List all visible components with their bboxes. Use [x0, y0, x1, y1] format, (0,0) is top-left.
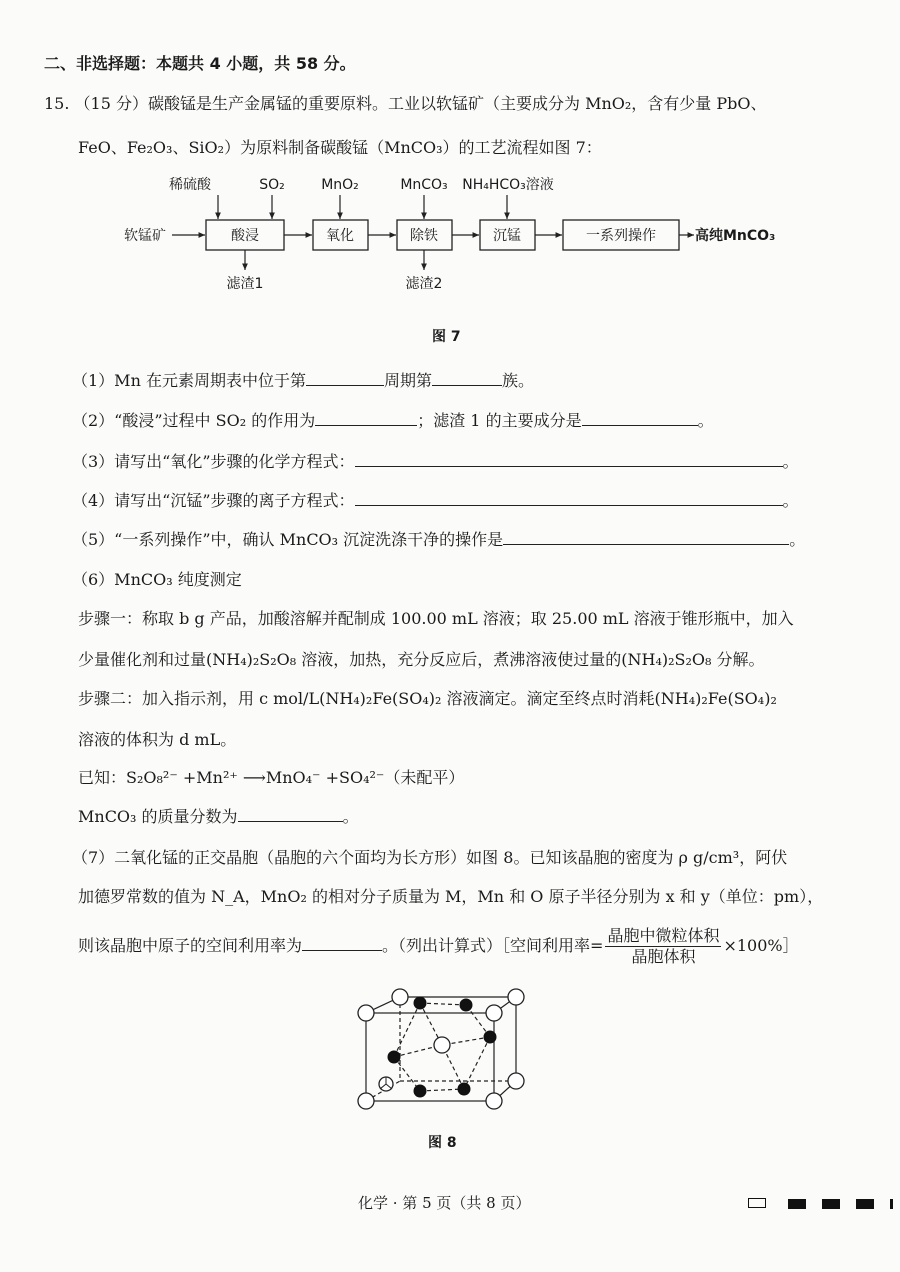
part-5-text: （5）“一系列操作”中，确认 MnCO₃ 沉淀洗涤干净的操作是 — [72, 530, 504, 549]
part-6-step1-line1: 步骤一：称取 b g 产品，加酸溶解并配制成 100.00 mL 溶液；取 25.00 mL 溶液于锥形瓶中，加入 — [78, 609, 794, 628]
part-1 — [72, 370, 534, 392]
answer-blank-precipitation-equation[interactable] — [355, 491, 783, 506]
mn-atom — [486, 1093, 502, 1109]
part-6-known-reaction: 已知：S₂O₈²⁻ +Mn²⁺ ⟶MnO₄⁻ +SO₄²⁻（未配平） — [78, 768, 465, 787]
footer-marker-outline — [748, 1198, 766, 1208]
part-7-text-e: ×100%］ — [723, 936, 799, 955]
input-nh4hco3: NH₄HCO₃溶液 — [462, 177, 554, 193]
o-atom — [458, 1083, 470, 1095]
part-7-text-c: 则该晶胞中原子的空间利用率为 — [78, 936, 303, 955]
answer-blank-oxidation-equation[interactable] — [355, 452, 783, 467]
step-acid-leach: 酸浸 — [231, 228, 259, 244]
o-atom — [388, 1051, 400, 1063]
answer-blank-mass-fraction[interactable] — [238, 807, 343, 822]
crystal-cell-diagram — [350, 985, 540, 1110]
part-1-text-c: 族。 — [501, 371, 534, 390]
part-5 — [72, 529, 805, 551]
o-atom — [414, 1085, 426, 1097]
part-7-line1: （7）二氧化锰的正交晶胞（晶胞的六个面均为长方形）如图 8。已知该晶胞的密度为 ρ g/cm³，阿伏 — [72, 848, 788, 867]
part-7-line3 — [78, 924, 799, 968]
question-15-intro-line2: FeO、Fe₂O₃、SiO₂）为原料制备碳酸锰（MnCO₃）的工艺流程如图 7： — [78, 138, 602, 157]
footer-marker — [822, 1199, 840, 1209]
part-6-ask-text: MnCO₃ 的质量分数为 — [78, 807, 238, 826]
part-1-text-b: 周期第 — [383, 371, 432, 390]
part-6-step2-line1: 步骤二：加入指示剂，用 c mol/L(NH₄)₂Fe(SO₄)₂ 溶液滴定。滴定至终点时消耗(NH₄)₂Fe(SO₄)₂ — [78, 689, 777, 708]
part-2-text-b: ；滤渣 1 的主要成分是 — [417, 411, 582, 430]
flow-product-label: 高纯MnCO₃ — [695, 228, 776, 244]
footer-marker — [856, 1199, 874, 1209]
part-3-period: 。 — [782, 452, 799, 471]
part-4-text: （4）请写出“沉锰”步骤的离子方程式： — [72, 491, 355, 510]
part-3 — [72, 451, 799, 473]
residue-1: 滤渣1 — [226, 276, 264, 292]
flow-start-label: 软锰矿 — [124, 228, 166, 244]
mn-atom — [358, 1005, 374, 1021]
section-heading: 二、非选择题：本题共 4 小题，共 58 分。 — [44, 54, 356, 73]
answer-blank-space-utilization[interactable] — [302, 936, 382, 951]
part-2-text-c: 。 — [697, 411, 714, 430]
part-6-step1-line2: 少量催化剂和过量(NH₄)₂S₂O₈ 溶液，加热，充分反应后，煮沸溶液使过量的(NH₄)₂S₂O₈ 分解。 — [78, 650, 765, 669]
o-atom — [484, 1031, 496, 1043]
mn-atom — [508, 1073, 524, 1089]
step-iron-removal: 除铁 — [410, 228, 438, 244]
step-mn-precipitation: 沉锰 — [493, 228, 521, 244]
figure-7-caption: 图 7 — [432, 329, 461, 345]
page-footer: 化学 · 第 5 页（共 8 页） — [358, 1194, 531, 1212]
part-1-text-a: （1）Mn 在元素周期表中位于第 — [72, 371, 306, 390]
footer-marker — [890, 1199, 893, 1209]
mn-atom — [508, 989, 524, 1005]
part-6-period: 。 — [342, 807, 359, 826]
fraction-denominator: 晶胞体积 — [631, 947, 696, 966]
part-5-period: 。 — [789, 530, 806, 549]
part-4 — [72, 490, 799, 512]
mn-atom — [358, 1093, 374, 1109]
answer-blank-residue-1[interactable] — [582, 411, 698, 426]
fraction-numerator: 晶胞中微粒体积 — [607, 926, 720, 945]
part-6-step2-line2: 溶液的体积为 d mL。 — [78, 730, 237, 749]
input-so2: SO₂ — [259, 177, 285, 193]
answer-blank-so2-role[interactable] — [315, 411, 417, 426]
part-2-text-a: （2）“酸浸”过程中 SO₂ 的作用为 — [72, 411, 316, 430]
o-atom — [414, 997, 426, 1009]
mn-atom — [486, 1005, 502, 1021]
footer-marker — [788, 1199, 806, 1209]
utilization-fraction — [605, 926, 721, 967]
part-6-ask — [78, 806, 359, 828]
part-6-title: （6）MnCO₃ 纯度测定 — [72, 570, 242, 589]
step-series-ops: 一系列操作 — [586, 228, 656, 244]
o-atom — [460, 999, 472, 1011]
process-flow-diagram — [110, 170, 790, 295]
part-3-text: （3）请写出“氧化”步骤的化学方程式： — [72, 452, 355, 471]
step-oxidation: 氧化 — [326, 228, 354, 244]
part-2 — [72, 410, 714, 432]
part-4-period: 。 — [782, 491, 799, 510]
figure-8-caption: 图 8 — [428, 1135, 457, 1151]
answer-blank-group[interactable] — [432, 371, 502, 386]
input-mno2: MnO₂ — [321, 177, 359, 193]
residue-2: 滤渣2 — [405, 276, 443, 292]
mn-atom — [434, 1037, 450, 1053]
input-mnco3: MnCO₃ — [400, 177, 448, 193]
part-7-text-d: 。（列出计算式）［空间利用率= — [382, 936, 604, 955]
mn-atom — [392, 989, 408, 1005]
answer-blank-period[interactable] — [306, 371, 384, 386]
input-dilute-sulfuric-acid: 稀硫酸 — [169, 177, 211, 193]
answer-blank-washing-check[interactable] — [503, 530, 789, 545]
question-15-intro-line1: 15. （15 分）碳酸锰是生产金属锰的重要原料。工业以软锰矿（主要成分为 MnO₂，含有少量 PbO、 — [44, 94, 767, 113]
part-7-line2: 加德罗常数的值为 N_A，MnO₂ 的相对分子质量为 M，Mn 和 O 原子半径分别为 x 和 y（单位：pm）， — [78, 887, 824, 906]
